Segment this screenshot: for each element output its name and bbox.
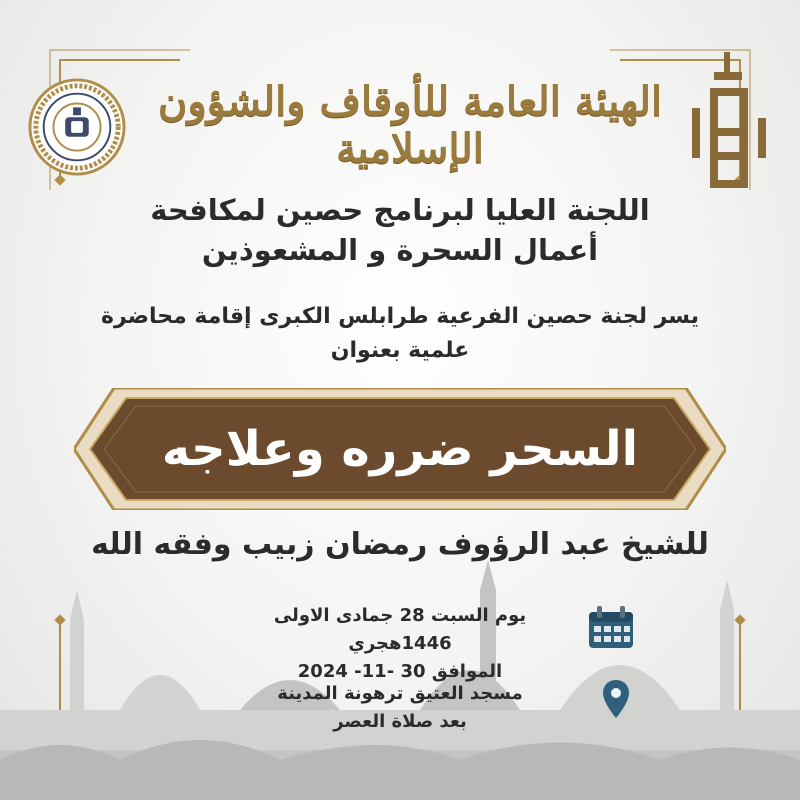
intro-text bbox=[90, 300, 710, 368]
hijri-date: يوم السبت 28 جمادى الاولى 1446هجري bbox=[273, 605, 527, 654]
hasin-calligraphy-logo-icon bbox=[688, 48, 772, 194]
committee-line-1: اللجنة العليا لبرنامج حصين لمكافحة bbox=[150, 193, 650, 227]
gregorian-date: الموافق 30 -11- 2024 bbox=[297, 661, 503, 682]
intro-line-1: يسر لجنة حصين الفرعية طرابلس الكبرى إقامة محاضرة bbox=[101, 304, 699, 329]
event-time: بعد صلاة العصر bbox=[333, 711, 467, 732]
committee-line-2: أعمال السحرة و المشعوذين bbox=[201, 233, 599, 267]
location-pin-icon bbox=[603, 680, 629, 718]
location-info bbox=[230, 680, 570, 736]
place-name: مسجد العتيق ترهونة المدينة bbox=[277, 683, 523, 704]
date-info bbox=[230, 602, 570, 686]
organization-title: الهيئة العامة للأوقاف والشؤون الإسلامية bbox=[157, 78, 663, 172]
lecture-title: السحر ضرره وعلاجه bbox=[161, 421, 639, 477]
ministry-seal-icon bbox=[28, 78, 126, 176]
intro-line-2: علمية بعنوان bbox=[330, 338, 470, 363]
committee-heading bbox=[120, 190, 680, 270]
calendar-icon bbox=[587, 606, 635, 650]
speaker-name: للشيخ عبد الرؤوف رمضان زبيب وفقه الله bbox=[91, 527, 709, 562]
